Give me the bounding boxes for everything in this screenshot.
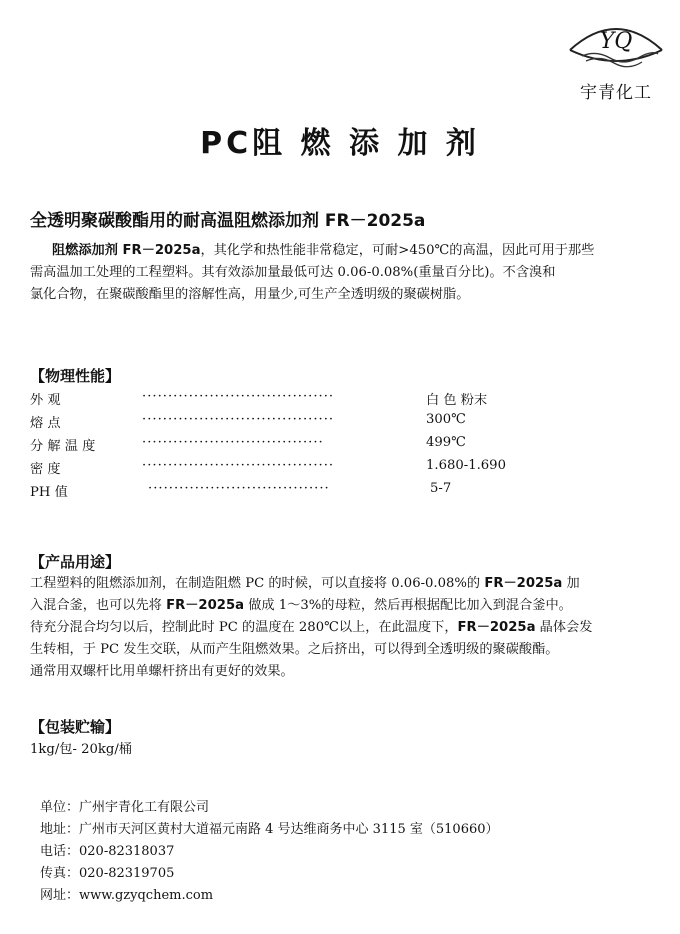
contact-phone: 电话：020-82318037	[40, 844, 175, 859]
property-leader-dots: ·····································	[142, 412, 335, 427]
property-value: 1.680-1.690	[426, 458, 506, 473]
contact-fax: 传真：020-82319705	[40, 866, 175, 881]
property-label: 熔 点	[30, 416, 61, 431]
usage-product-name: FR－2025a	[166, 598, 245, 613]
page-title: PC阻 燃 添 加 剂	[200, 126, 480, 161]
property-label: 分 解 温 度	[30, 439, 96, 454]
usage-text: 入混合釜，也可以先将	[30, 598, 167, 613]
physical-properties-heading: 【物理性能】	[30, 367, 121, 385]
contact-unit: 单位：广州宇青化工有限公司	[40, 800, 210, 815]
property-leader-dots: ···································	[148, 481, 330, 496]
contact-info	[40, 797, 499, 907]
intro-line-1: ，其化学和热性能非常稳定，可耐>450℃的高温，因此可用于那些	[200, 243, 595, 258]
contact-website: 网址：www.gzyqchem.com	[40, 888, 214, 903]
property-value: 499℃	[426, 435, 466, 450]
usage-product-name: FR－2025a	[457, 620, 536, 635]
property-label: 外 观	[30, 393, 61, 408]
property-row-appearance	[30, 389, 630, 412]
usage-product-name: FR－2025a	[484, 576, 563, 591]
usage-paragraph	[30, 573, 670, 683]
packaging-text: 1kg/包- 20kg/桶	[30, 742, 132, 757]
company-logo	[566, 14, 666, 104]
property-leader-dots: ·····································	[142, 389, 335, 404]
property-leader-dots: ···································	[142, 435, 324, 450]
property-value: 5-7	[430, 481, 452, 496]
logo-emblem	[566, 14, 666, 78]
usage-text: 晶体会发	[535, 620, 593, 635]
property-row-density	[30, 458, 630, 481]
intro-line-3: 氯化合物，在聚碳酸酯里的溶解性高，用量少,可生产全透明级的聚碳树脂。	[30, 287, 470, 302]
usage-text: 待充分混合均匀以后，控制此时 PC 的温度在 280℃以上，在此温度下，	[30, 620, 458, 635]
logo-company-name: 宇青化工	[580, 83, 652, 103]
property-leader-dots: ·····································	[142, 458, 335, 473]
packaging-heading: 【包装贮输】	[30, 718, 121, 736]
product-subtitle: 全透明聚碳酸酯用的耐高温阻燃添加剂 FR－2025a	[30, 211, 426, 231]
usage-text: 加	[562, 576, 580, 591]
property-row-decomposition-temp	[30, 435, 630, 458]
usage-text: 做成 1～3%的母粒，然后再根据配比加入到混合釜中。	[244, 598, 572, 613]
property-value: 白 色 粉末	[426, 393, 488, 408]
usage-line-5: 通常用双螺杆比用单螺杆挤出有更好的效果。	[30, 664, 294, 679]
contact-address: 地址：广州市天河区黄村大道福元南路 4 号达维商务中心 3115 室（510660）	[40, 822, 499, 837]
property-label: PH 值	[30, 485, 68, 500]
property-label: 密 度	[30, 462, 61, 477]
usage-line-4: 生转相，于 PC 发生交联，从而产生阻燃效果。之后挤出，可以得到全透明级的聚碳酸酯。	[30, 642, 559, 657]
product-usage-heading: 【产品用途】	[30, 553, 121, 571]
intro-product-name: 阻燃添加剂 FR－2025a	[52, 243, 201, 258]
logo-letters: YQ	[599, 29, 633, 54]
intro-line-2: 需高温加工处理的工程塑料。其有效添加量最低可达 0.06-0.08%(重量百分比)。不含溴和	[30, 265, 556, 280]
property-row-melting-point	[30, 412, 630, 435]
usage-text: 工程塑料的阻燃添加剂，在制造阻燃 PC 的时候，可以直接将 0.06-0.08%的	[30, 576, 485, 591]
intro-paragraph	[30, 240, 655, 306]
property-value: 300℃	[426, 412, 466, 427]
property-row-ph	[30, 481, 630, 504]
